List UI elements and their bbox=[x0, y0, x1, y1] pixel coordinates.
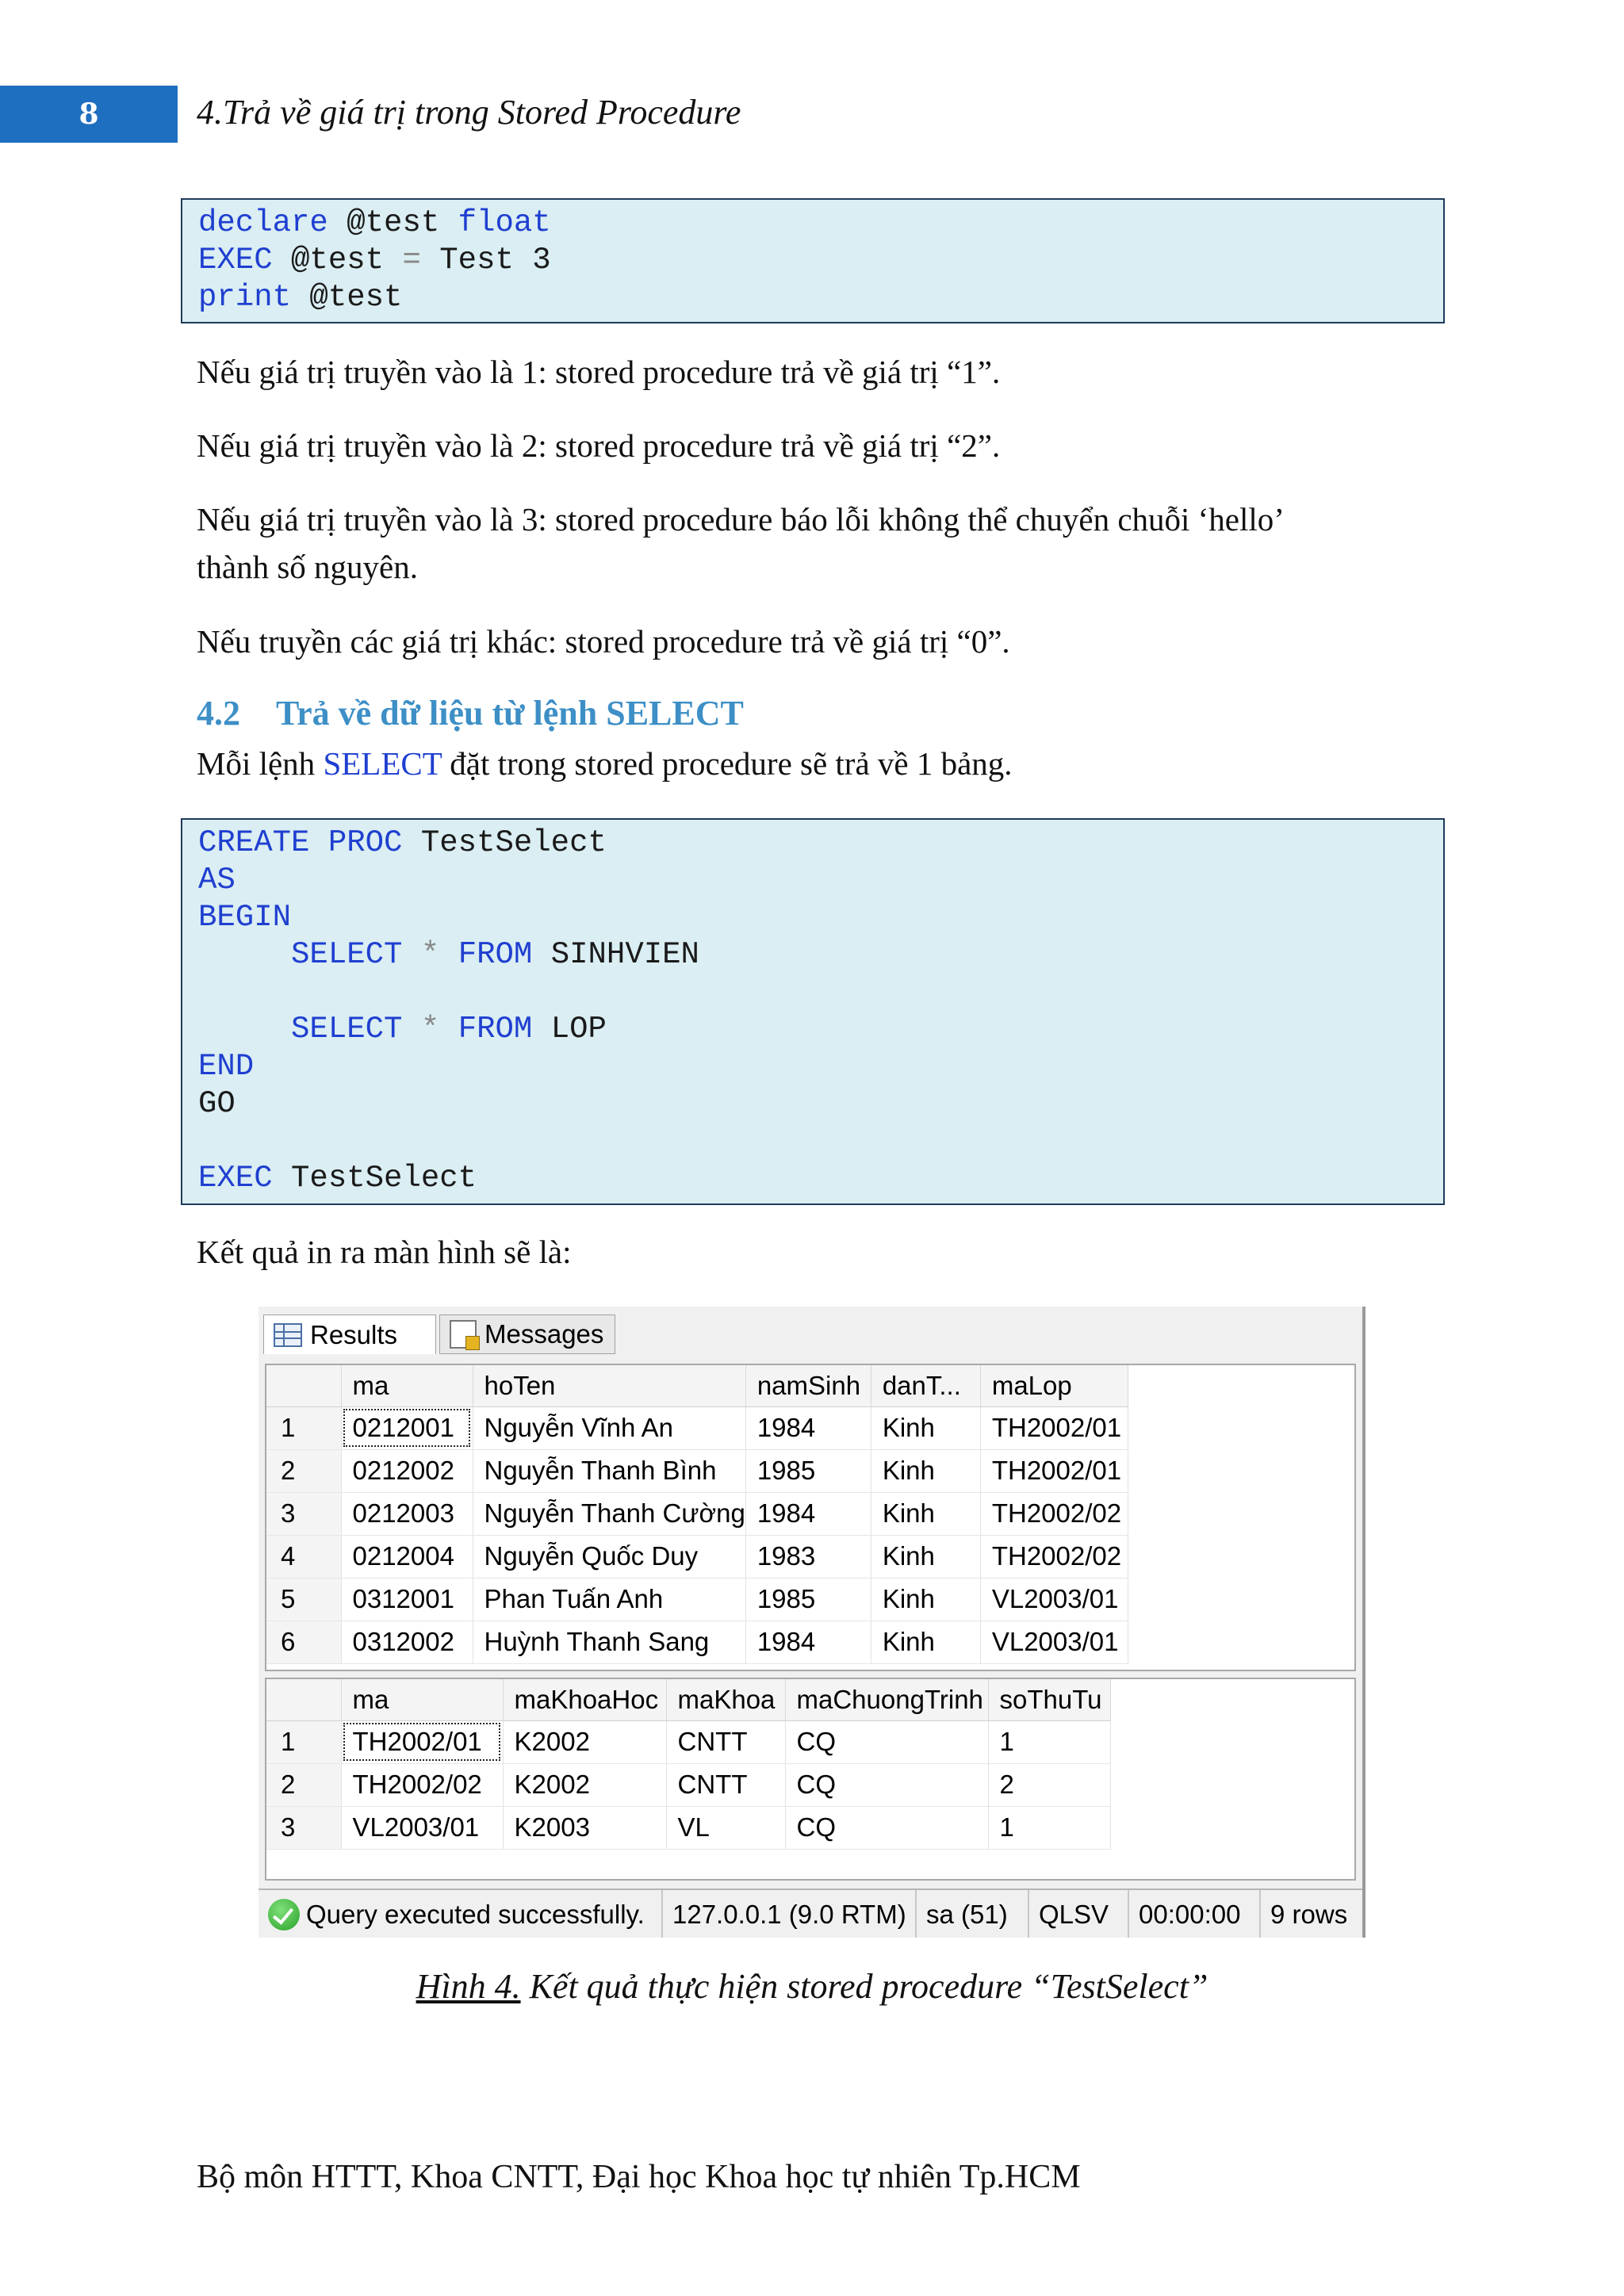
table-cell[interactable]: VL2003/01 bbox=[341, 1806, 503, 1849]
tab-messages-label: Messages bbox=[485, 1319, 604, 1349]
code-token: = bbox=[402, 243, 421, 277]
screenshot-right-border bbox=[1362, 1307, 1365, 1938]
table-cell[interactable]: CNTT bbox=[666, 1763, 785, 1806]
code-token bbox=[198, 937, 291, 972]
row-number[interactable]: 1 bbox=[266, 1720, 341, 1763]
row-number[interactable]: 3 bbox=[266, 1806, 341, 1849]
column-header[interactable]: hoTen bbox=[473, 1365, 745, 1406]
header-title: 4.Trả về giá trị trong Stored Procedure bbox=[197, 93, 741, 132]
code-token: TestSelect bbox=[272, 1161, 477, 1196]
code-line bbox=[198, 899, 1427, 936]
table-cell[interactable]: CQ bbox=[785, 1720, 988, 1763]
code-line bbox=[198, 279, 1427, 316]
code-token: SINHVIEN bbox=[532, 937, 699, 972]
sinhvien-table bbox=[266, 1365, 1128, 1664]
table-row[interactable] bbox=[266, 1492, 1128, 1535]
result-grid-lop[interactable] bbox=[265, 1678, 1356, 1881]
table-cell[interactable]: 1985 bbox=[745, 1578, 871, 1621]
row-header-corner[interactable] bbox=[266, 1679, 341, 1720]
table-cell[interactable]: Huỳnh Thanh Sang bbox=[473, 1621, 745, 1663]
table-cell[interactable]: TH2002/02 bbox=[341, 1763, 503, 1806]
table-cell[interactable]: CQ bbox=[785, 1763, 988, 1806]
table-cell[interactable]: 0212004 bbox=[341, 1535, 473, 1578]
code-block-declare bbox=[181, 198, 1445, 323]
code-token: LOP bbox=[532, 1012, 607, 1047]
table-cell[interactable]: K2002 bbox=[503, 1763, 666, 1806]
paragraph-other-values: Nếu truyền các giá trị khác: stored procedure trả về giá trị “0”. bbox=[197, 623, 1010, 660]
table-cell[interactable]: VL bbox=[666, 1806, 785, 1849]
tab-results-label: Results bbox=[310, 1319, 398, 1349]
table-row[interactable] bbox=[266, 1406, 1128, 1449]
column-header[interactable]: ma bbox=[341, 1365, 473, 1406]
code-token: EXEC bbox=[198, 1161, 273, 1196]
table-cell[interactable]: 2 bbox=[988, 1763, 1110, 1806]
status-server: 127.0.0.1 (9.0 RTM) bbox=[663, 1890, 917, 1938]
paragraph-value-1: Nếu giá trị truyền vào là 1: stored procedure trả về giá trị “1”. bbox=[197, 354, 1001, 390]
code-token: print bbox=[198, 280, 292, 315]
table-cell[interactable]: 1984 bbox=[745, 1621, 871, 1663]
table-cell[interactable]: 0312002 bbox=[341, 1621, 473, 1663]
table-cell[interactable]: 1984 bbox=[745, 1406, 871, 1449]
intro-text-after: đặt trong stored procedure sẽ trả về 1 bảng. bbox=[442, 745, 1013, 782]
code-token: END bbox=[198, 1049, 255, 1084]
table-cell[interactable]: CNTT bbox=[666, 1720, 785, 1763]
column-header[interactable]: soThuTu bbox=[988, 1679, 1110, 1720]
code-line bbox=[198, 862, 1427, 899]
table-row[interactable] bbox=[266, 1621, 1128, 1663]
code-line bbox=[198, 1048, 1427, 1085]
table-cell[interactable]: Nguyễn Quốc Duy bbox=[473, 1535, 745, 1578]
code-block-testselect bbox=[181, 818, 1445, 1205]
table-cell[interactable]: Phan Tuấn Anh bbox=[473, 1578, 745, 1621]
tab-messages[interactable] bbox=[439, 1314, 615, 1354]
footer: Bộ môn HTTT, Khoa CNTT, Đại học Khoa học tự nhiên Tp.HCM bbox=[197, 2159, 1081, 2195]
code-token: BEGIN bbox=[198, 900, 292, 935]
code-token: declare bbox=[198, 205, 328, 240]
code-line bbox=[198, 205, 1427, 242]
table-cell[interactable]: 1983 bbox=[745, 1535, 871, 1578]
status-database: QLSV bbox=[1029, 1890, 1129, 1938]
figure-caption bbox=[0, 1966, 1624, 2007]
table-cell[interactable]: 1 bbox=[988, 1720, 1110, 1763]
column-header[interactable]: namSinh bbox=[745, 1365, 871, 1406]
code-token bbox=[402, 937, 420, 972]
row-header-corner[interactable] bbox=[266, 1365, 341, 1406]
intro-select-keyword: SELECT bbox=[323, 745, 442, 782]
code-line bbox=[198, 825, 1427, 862]
table-row[interactable] bbox=[266, 1763, 1110, 1806]
status-message-text: Query executed successfully. bbox=[306, 1900, 645, 1929]
row-number[interactable]: 1 bbox=[266, 1406, 341, 1449]
code-token: * bbox=[420, 1012, 440, 1047]
table-cell[interactable]: 0212003 bbox=[341, 1492, 473, 1535]
table-header-row bbox=[266, 1679, 1110, 1720]
status-user: sa (51) bbox=[917, 1890, 1029, 1938]
table-cell[interactable]: VL2003/01 bbox=[980, 1621, 1128, 1663]
code-token: Test 3 bbox=[420, 243, 551, 277]
row-number[interactable]: 5 bbox=[266, 1578, 341, 1621]
table-cell[interactable]: Kinh bbox=[871, 1492, 980, 1535]
code-token bbox=[402, 1012, 420, 1047]
code-token: @test bbox=[272, 243, 403, 277]
code-token: @test bbox=[291, 280, 403, 315]
paragraph-value-2: Nếu giá trị truyền vào là 2: stored procedure trả về giá trị “2”. bbox=[197, 427, 1001, 464]
status-message bbox=[259, 1890, 663, 1938]
row-number[interactable]: 2 bbox=[266, 1763, 341, 1806]
section-number: 4.2 bbox=[197, 694, 240, 733]
intro-text-before: Mỗi lệnh bbox=[197, 745, 324, 782]
lop-table bbox=[266, 1679, 1111, 1850]
table-cell[interactable]: Nguyễn Thanh Bình bbox=[473, 1449, 745, 1492]
column-header[interactable]: maKhoa bbox=[666, 1679, 785, 1720]
row-number[interactable]: 6 bbox=[266, 1621, 341, 1663]
code-token bbox=[439, 937, 458, 972]
row-number[interactable]: 2 bbox=[266, 1449, 341, 1492]
code-line bbox=[198, 1160, 1427, 1197]
grid-icon bbox=[274, 1323, 302, 1347]
table-cell[interactable]: 0312001 bbox=[341, 1578, 473, 1621]
table-cell[interactable]: TH2002/01 bbox=[980, 1406, 1128, 1449]
messages-icon bbox=[450, 1320, 477, 1349]
column-header[interactable]: maKhoaHoc bbox=[503, 1679, 666, 1720]
code-token: EXEC bbox=[198, 243, 273, 277]
table-cell[interactable]: 1984 bbox=[745, 1492, 871, 1535]
status-rows: 9 rows bbox=[1270, 1900, 1348, 1929]
table-cell[interactable]: Kinh bbox=[871, 1449, 980, 1492]
section-title: Trả về dữ liệu từ lệnh SELECT bbox=[276, 694, 744, 733]
column-header[interactable]: maLop bbox=[980, 1365, 1128, 1406]
code-line bbox=[198, 242, 1427, 279]
result-grid-sinhvien[interactable] bbox=[265, 1364, 1356, 1671]
status-bar bbox=[259, 1888, 1365, 1938]
table-row[interactable] bbox=[266, 1535, 1128, 1578]
success-check-icon bbox=[268, 1899, 300, 1931]
table-row[interactable] bbox=[266, 1449, 1128, 1492]
table-cell[interactable]: Kinh bbox=[871, 1406, 980, 1449]
figure-caption-text: Kết quả thực hiện stored procedure “TestSelect” bbox=[520, 1967, 1208, 2006]
code-token bbox=[439, 1012, 458, 1047]
code-token: @test bbox=[327, 205, 458, 240]
code-token: FROM bbox=[458, 937, 533, 972]
code-token: * bbox=[420, 937, 440, 972]
table-cell[interactable]: 1 bbox=[988, 1806, 1110, 1849]
row-number[interactable]: 3 bbox=[266, 1492, 341, 1535]
code-token: SELECT bbox=[291, 1012, 403, 1047]
code-line bbox=[198, 936, 1427, 974]
code-token bbox=[198, 1012, 291, 1047]
code-token: FROM bbox=[458, 1012, 533, 1047]
table-cell[interactable]: 0212002 bbox=[341, 1449, 473, 1492]
table-cell[interactable]: Kinh bbox=[871, 1578, 980, 1621]
table-cell[interactable]: Nguyễn Thanh Cường bbox=[473, 1492, 745, 1535]
code-line bbox=[198, 1085, 1427, 1123]
code-token: float bbox=[458, 205, 551, 240]
code-line bbox=[198, 1123, 1427, 1160]
column-header[interactable]: ma bbox=[341, 1679, 503, 1720]
section-heading bbox=[197, 693, 744, 733]
table-cell[interactable]: Kinh bbox=[871, 1621, 980, 1663]
code-token: GO bbox=[198, 1086, 236, 1121]
results-tab-bar bbox=[259, 1307, 1365, 1356]
table-cell[interactable]: Kinh bbox=[871, 1535, 980, 1578]
table-cell[interactable]: 0212001 bbox=[341, 1406, 473, 1449]
paragraph-value-3-line1: Nếu giá trị truyền vào là 3: stored procedure báo lỗi không thể chuyển chuỗi ‘hello’ bbox=[197, 501, 1285, 538]
table-cell[interactable]: TH2002/01 bbox=[980, 1449, 1128, 1492]
table-cell[interactable]: CQ bbox=[785, 1806, 988, 1849]
column-header[interactable]: maChuongTrinh bbox=[785, 1679, 988, 1720]
column-header[interactable]: danT... bbox=[871, 1365, 980, 1406]
code-line bbox=[198, 1011, 1427, 1048]
table-row[interactable] bbox=[266, 1578, 1128, 1621]
status-time: 00:00:00 bbox=[1129, 1890, 1261, 1938]
section-intro bbox=[197, 740, 1013, 786]
table-header-row bbox=[266, 1365, 1128, 1406]
query-results-screenshot bbox=[259, 1307, 1365, 1938]
code-token: SELECT bbox=[291, 937, 403, 972]
table-cell[interactable]: TH2002/02 bbox=[980, 1535, 1128, 1578]
table-cell[interactable]: 1985 bbox=[745, 1449, 871, 1492]
code-token: AS bbox=[198, 863, 236, 897]
code-line bbox=[198, 974, 1427, 1011]
table-cell[interactable]: TH2002/01 bbox=[341, 1720, 503, 1763]
table-cell[interactable]: TH2002/02 bbox=[980, 1492, 1128, 1535]
code-token: CREATE PROC bbox=[198, 825, 403, 860]
table-cell[interactable]: K2002 bbox=[503, 1720, 666, 1763]
paragraph-value-3-line2: thành số nguyên. bbox=[197, 549, 418, 585]
tab-results[interactable] bbox=[263, 1314, 436, 1354]
table-cell[interactable]: K2003 bbox=[503, 1806, 666, 1849]
table-cell[interactable]: VL2003/01 bbox=[980, 1578, 1128, 1621]
code-token: TestSelect bbox=[402, 825, 607, 860]
page-number: 8 bbox=[0, 86, 178, 143]
figure-label: Hình 4. bbox=[416, 1967, 521, 2006]
table-row[interactable] bbox=[266, 1806, 1110, 1849]
table-cell[interactable]: Nguyễn Vĩnh An bbox=[473, 1406, 745, 1449]
row-number[interactable]: 4 bbox=[266, 1535, 341, 1578]
result-intro: Kết quả in ra màn hình sẽ là: bbox=[197, 1234, 572, 1270]
table-row[interactable] bbox=[266, 1720, 1110, 1763]
